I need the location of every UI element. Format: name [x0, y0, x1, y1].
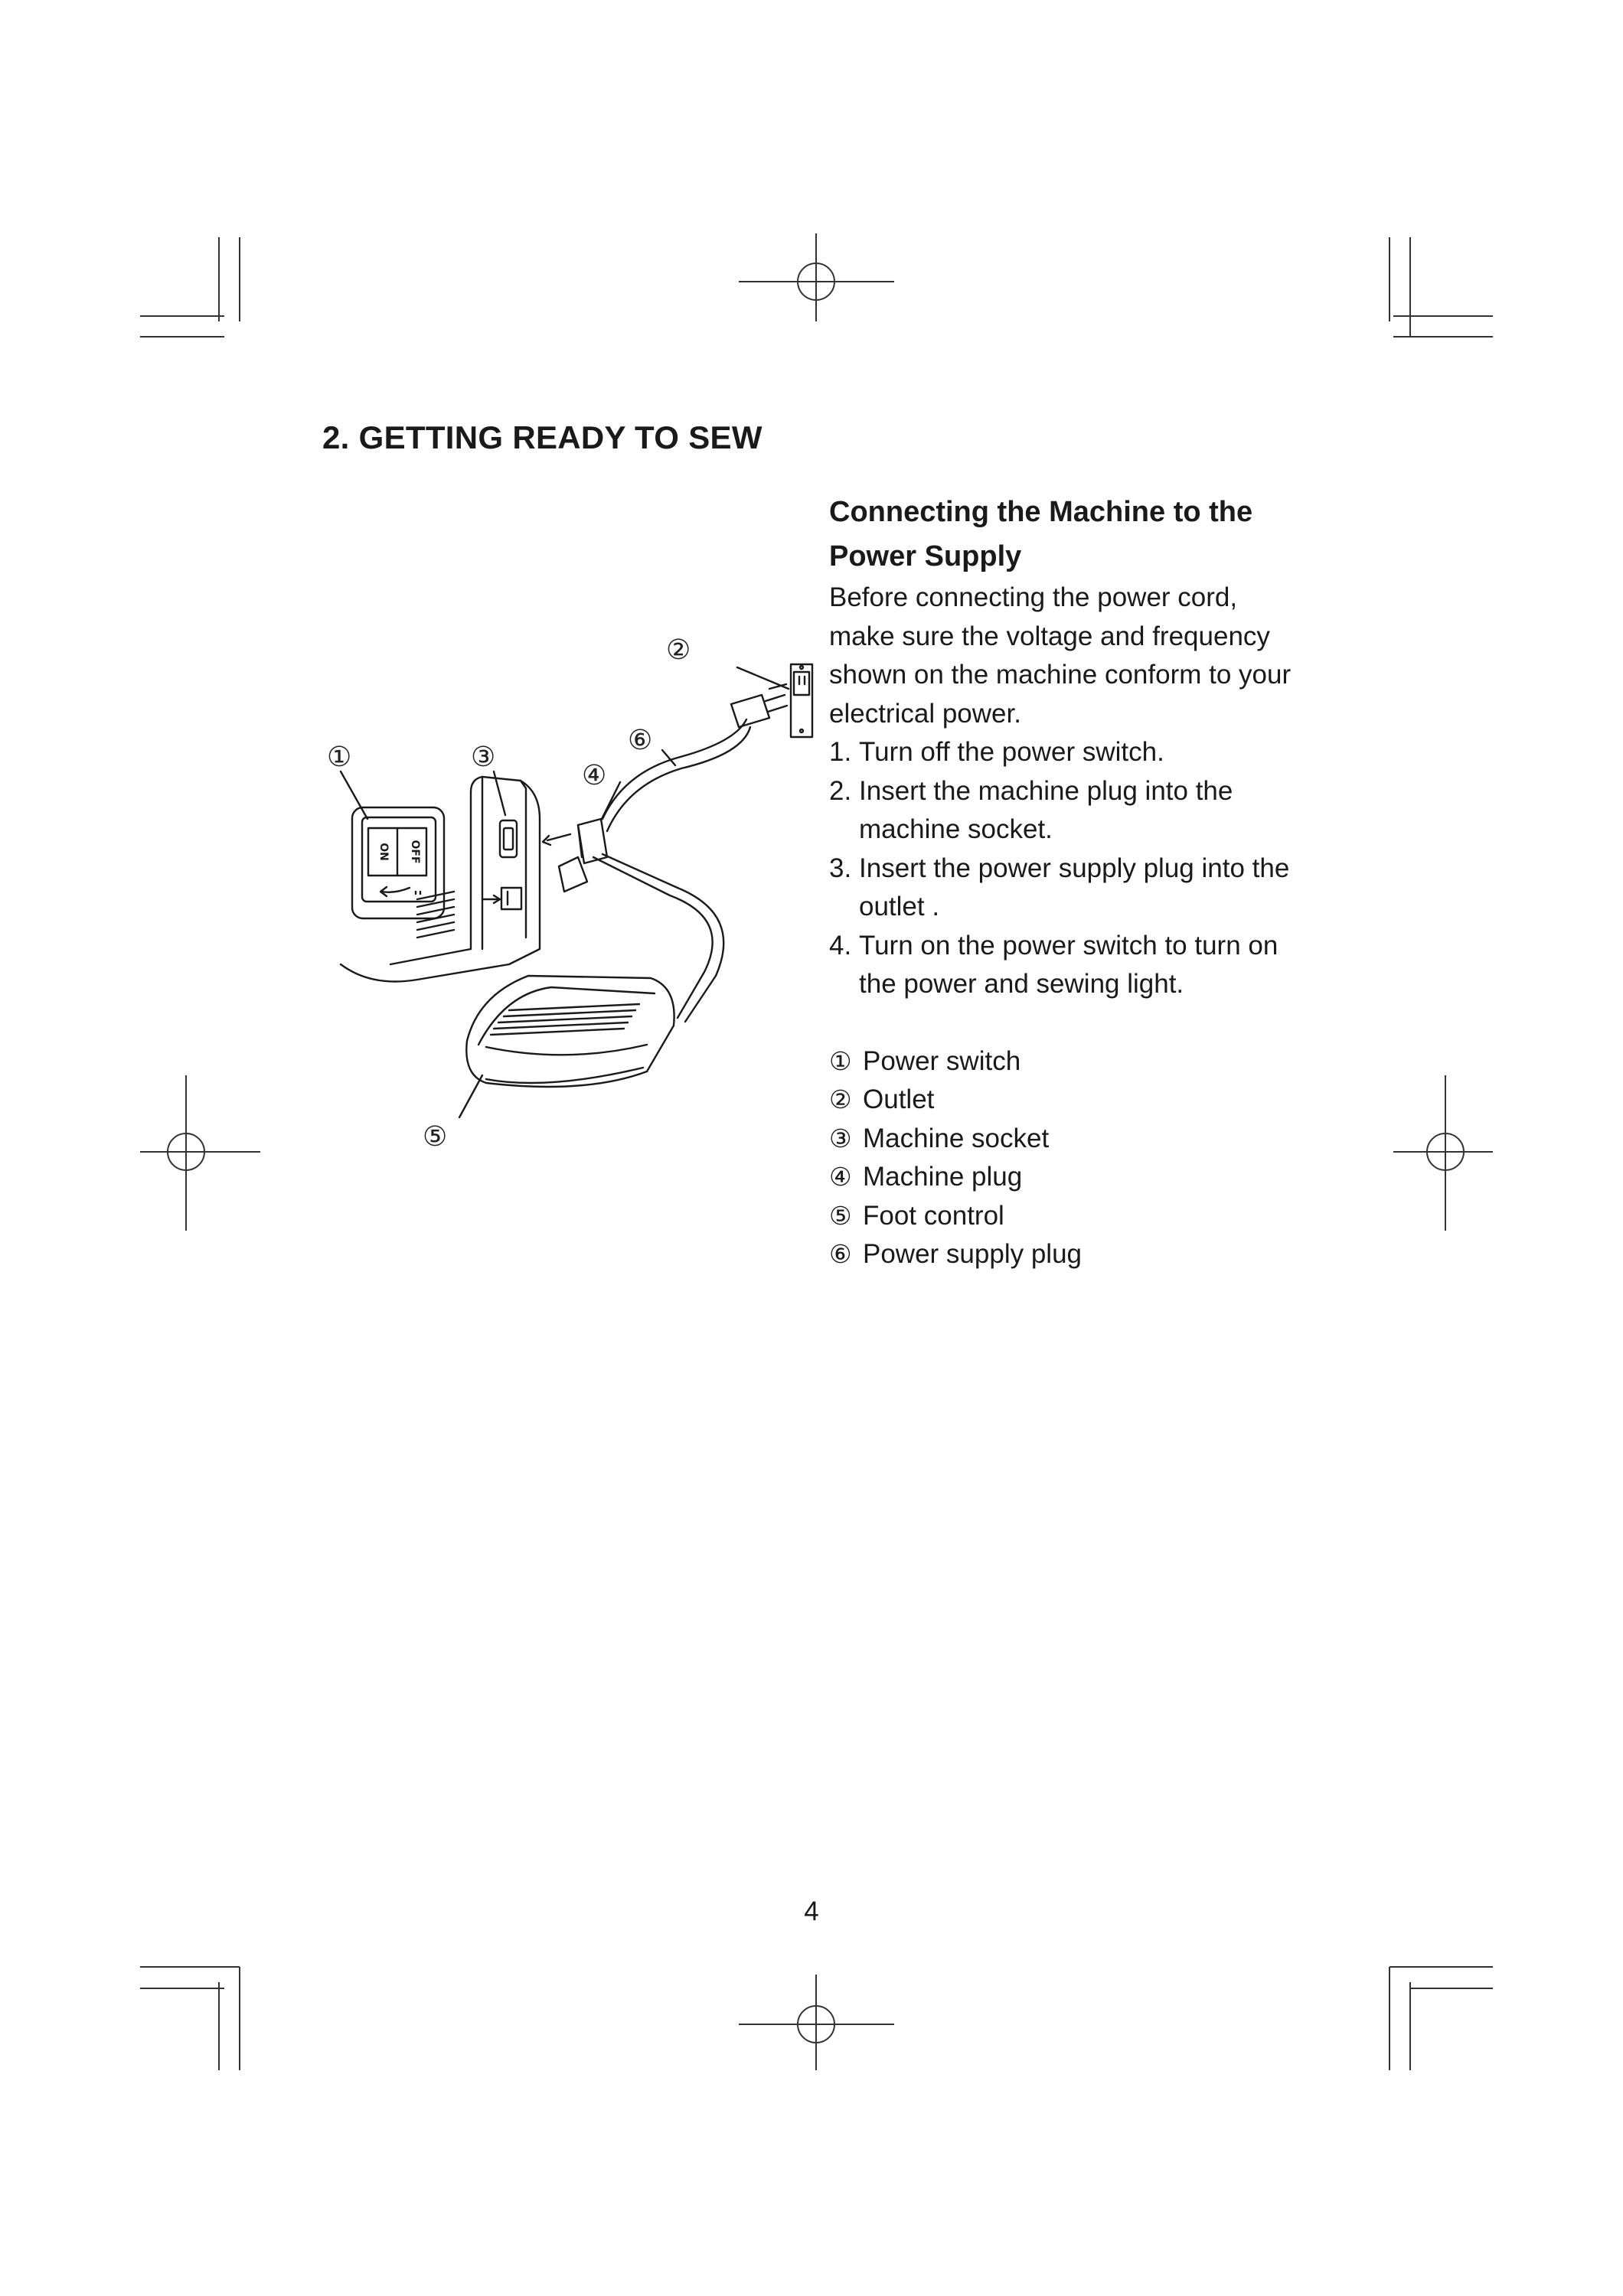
page-number: 4 [804, 1896, 819, 1926]
step-number: 3. [829, 853, 852, 883]
step-text [859, 927, 1564, 1004]
subheading-line-1: Connecting the Machine to the [829, 496, 1253, 528]
step-number: 4. [829, 930, 852, 960]
foot-control-grip [491, 1004, 639, 1035]
callout-2: ② [666, 634, 691, 666]
legend-marker: ⑥ [829, 1239, 852, 1269]
callout-5: ⑤ [423, 1121, 448, 1153]
legend-label: Power switch [863, 1045, 1021, 1076]
connection-diagram-drawing [318, 628, 815, 1163]
step-line: Insert the power supply plug into the [859, 853, 1290, 883]
legend-marker: ③ [829, 1123, 852, 1153]
power-supply-plug-drawing [731, 695, 769, 727]
step-item [829, 733, 1564, 772]
switch-label-on: ON [377, 843, 390, 861]
connection-diagram [318, 628, 815, 1163]
crop-mark-bottom-left [140, 1967, 240, 2070]
intro-line: Before connecting the power cord, [829, 582, 1238, 612]
legend-label: Machine socket [863, 1123, 1050, 1153]
callout-6: ⑥ [628, 725, 653, 756]
registration-mark-left [140, 1075, 260, 1231]
legend-label: Machine plug [863, 1162, 1023, 1192]
callout-3: ③ [471, 742, 496, 773]
legend-marker: ② [829, 1084, 852, 1114]
registration-mark-top [739, 233, 894, 321]
intro-line: make sure the voltage and frequency [829, 621, 1270, 651]
step-line: Insert the machine plug into the [859, 775, 1233, 806]
subheading [829, 490, 1564, 579]
callout-1: ① [327, 742, 352, 773]
step-text [859, 850, 1564, 927]
legend-item [829, 1081, 1564, 1120]
step-line: the power and sewing light. [859, 969, 1184, 999]
step-line: machine socket. [859, 814, 1053, 844]
legend-label: Foot control [863, 1200, 1004, 1231]
legend-marker: ⑤ [829, 1200, 852, 1231]
instructions-column [829, 490, 1564, 1274]
step-line: Turn on the power switch to turn on [859, 930, 1278, 960]
step-number: 2. [829, 775, 852, 806]
step-item [829, 772, 1564, 850]
legend-item [829, 1042, 1564, 1081]
legend-marker: ④ [829, 1162, 852, 1192]
steps-list [829, 733, 1564, 1004]
machine-socket-drawing [500, 820, 517, 857]
intro-paragraph [829, 579, 1564, 733]
step-text [859, 772, 1564, 850]
crop-mark-top-left [140, 237, 240, 337]
intro-line: electrical power. [829, 698, 1021, 729]
legend-label: Power supply plug [863, 1239, 1082, 1269]
crop-mark-bottom-right [1390, 1967, 1493, 2070]
step-item [829, 927, 1564, 1004]
step-line: Turn off the power switch. [859, 737, 1164, 767]
legend-marker: ① [829, 1045, 852, 1076]
legend-item [829, 1158, 1564, 1197]
switch-label-off: OFF [409, 840, 421, 864]
legend-item [829, 1197, 1564, 1236]
crop-mark-top-right [1390, 237, 1493, 337]
step-line: outlet . [859, 892, 940, 921]
step-item [829, 850, 1564, 927]
step-text [859, 733, 1564, 772]
machine-switch-drawing [501, 888, 521, 909]
subheading-line-2: Power Supply [829, 540, 1022, 572]
step-number: 1. [829, 737, 852, 767]
legend-label: Outlet [863, 1084, 935, 1114]
section-title: 2. GETTING READY TO SEW [322, 419, 763, 455]
legend-item [829, 1235, 1564, 1274]
callout-4: ④ [582, 760, 607, 791]
legend-item [829, 1120, 1564, 1159]
registration-mark-bottom [739, 1975, 894, 2070]
parts-legend [829, 1042, 1564, 1274]
intro-line: shown on the machine conform to your [829, 660, 1292, 690]
